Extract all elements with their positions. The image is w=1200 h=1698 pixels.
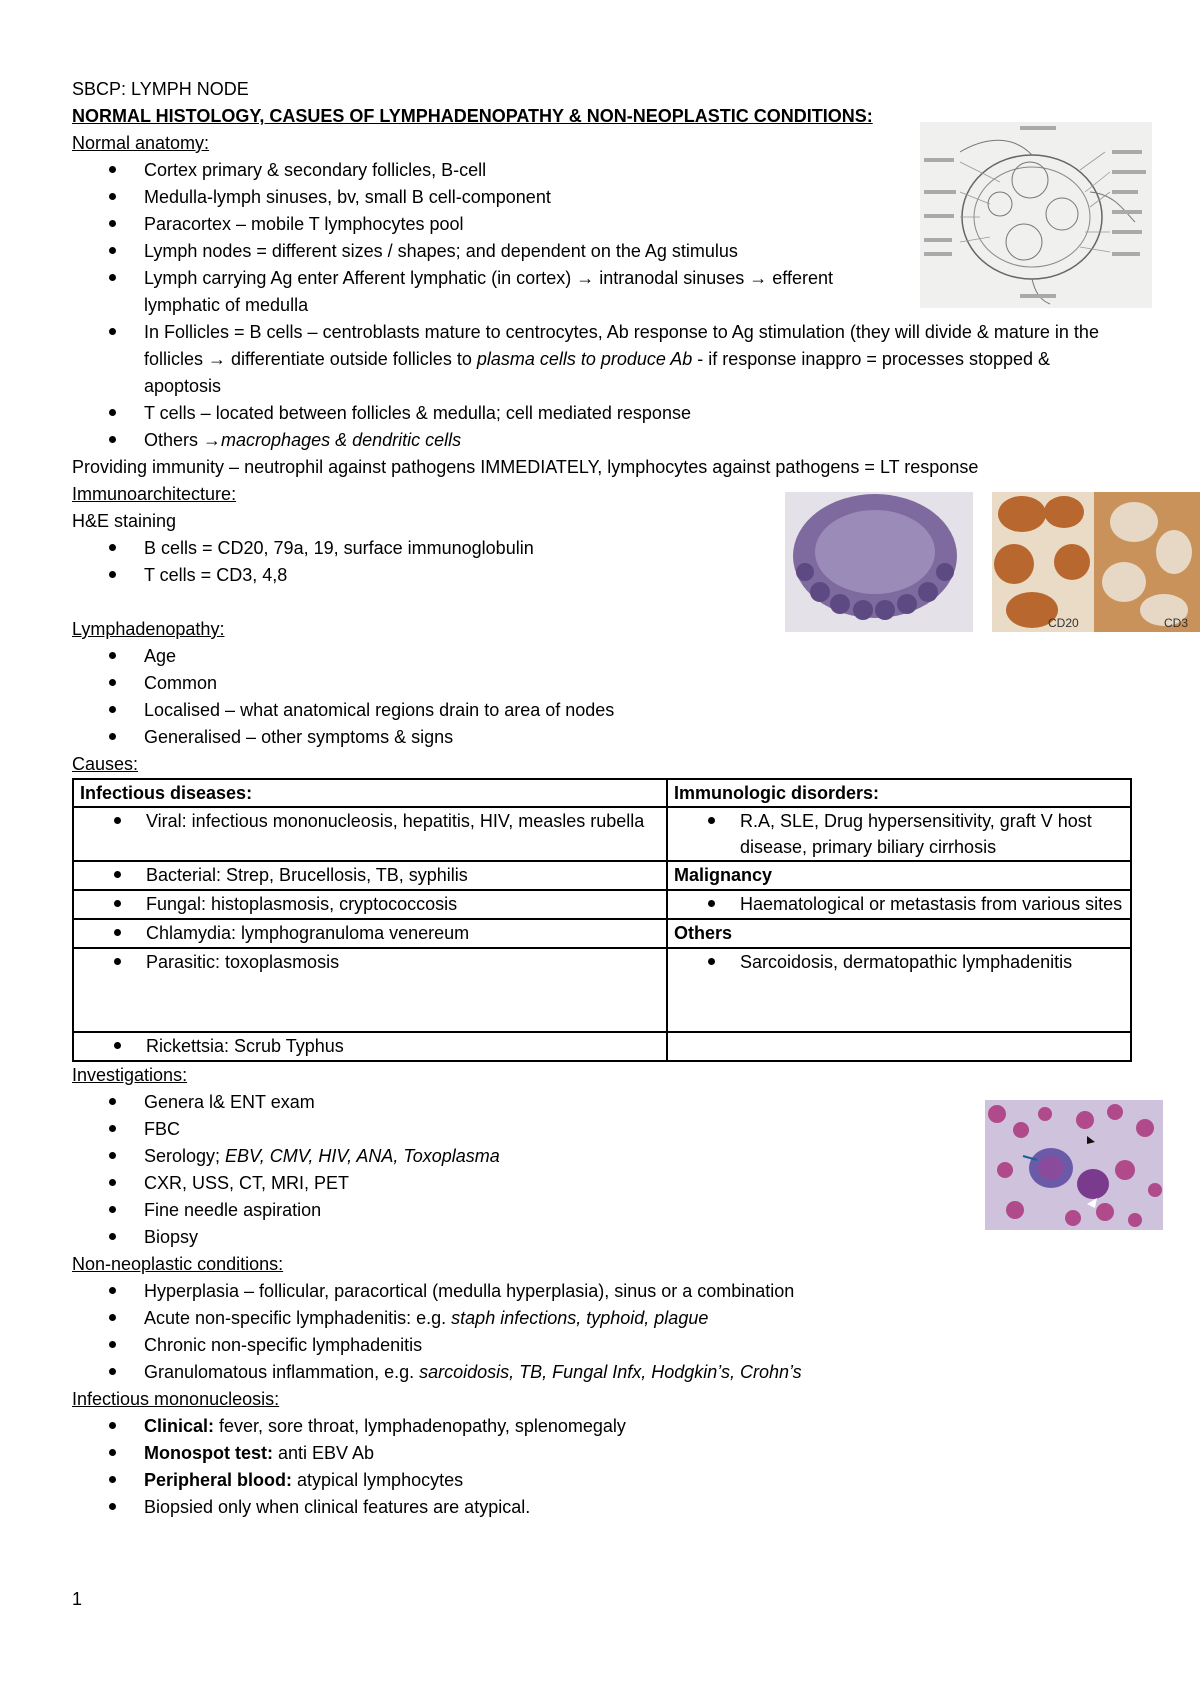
immunoarchitecture-heading: Immunoarchitecture: — [72, 484, 237, 504]
blood-smear-image — [985, 1100, 1163, 1230]
bullet-icon — [109, 220, 116, 227]
list-item: Biopsied only when clinical features are atypical. — [72, 1494, 1132, 1521]
list-item: Medulla-lymph sinuses, bv, small B cell-component — [72, 184, 1132, 211]
page-number: 1 — [72, 1589, 83, 1609]
bullet-icon — [109, 1125, 116, 1132]
table-cell: Chlamydia: lymphogranuloma venereum — [73, 919, 667, 948]
bullet-icon — [109, 166, 116, 173]
table-cell: Sarcoidosis, dermatopathic lymphadenitis — [667, 948, 1131, 1032]
table-cell — [667, 1032, 1131, 1061]
table-cell: Rickettsia: Scrub Typhus — [73, 1032, 667, 1061]
bullet-icon — [109, 1422, 116, 1429]
bullet-icon — [109, 1233, 116, 1240]
list-item: Peripheral blood: atypical lymphocytes — [72, 1467, 1132, 1494]
bullet-icon — [109, 409, 116, 416]
causes-table — [72, 778, 1132, 1062]
list-item: Cortex primary & secondary follicles, B-cell — [72, 157, 1132, 184]
table-cell: Fungal: histoplasmosis, cryptococcosis — [73, 890, 667, 919]
list-item: Genera l& ENT exam — [72, 1089, 1132, 1116]
list-item: Age — [72, 643, 1132, 670]
bullet-icon — [109, 1449, 116, 1456]
bullet-icon — [109, 247, 116, 254]
non-neoplastic-list — [72, 1278, 1132, 1386]
table-row — [73, 861, 1131, 890]
bullet-icon — [114, 929, 121, 936]
bullet-icon — [708, 900, 715, 907]
lymphadenopathy-list — [72, 643, 1132, 751]
list-item: Clinical: fever, sore throat, lymphadenopathy, splenomegaly — [72, 1413, 1132, 1440]
non-neoplastic-heading: Non-neoplastic conditions: — [72, 1254, 284, 1274]
table-cell: Bacterial: Strep, Brucellosis, TB, syphilis — [73, 861, 667, 890]
list-item: CXR, USS, CT, MRI, PET — [72, 1170, 1132, 1197]
table-row — [73, 948, 1131, 1032]
bullet-icon — [109, 652, 116, 659]
bullet-icon — [109, 436, 116, 443]
table-row — [73, 890, 1131, 919]
list-item: Hyperplasia – follicular, paracortical (medulla hyperplasia), sinus or a combination — [72, 1278, 1132, 1305]
list-item: FBC — [72, 1116, 1132, 1143]
immunoarchitecture-list — [72, 535, 1132, 589]
list-item: B cells = CD20, 79a, 19, surface immunoglobulin — [72, 535, 1132, 562]
table-subheader-cell: Others — [667, 919, 1131, 948]
bullet-icon — [109, 1179, 116, 1186]
table-header-row — [73, 779, 1131, 807]
list-item: In Follicles = B cells – centroblasts mature to centrocytes, Ab response to Ag stimulation (they will divide & mature in the follicles → differentiate outside follicles to plasma cells to produce Ab - if response inappro = processes stopped & apoptosis — [72, 319, 1132, 400]
list-item: Generalised – other symptoms & signs — [72, 724, 1132, 751]
bullet-icon — [114, 900, 121, 907]
list-item: Lymph carrying Ag enter Afferent lymphatic (in cortex) → intranodal sinuses → efferent lymphatic of medulla — [72, 265, 834, 319]
list-item: Monospot test: anti EBV Ab — [72, 1440, 1132, 1467]
list-item: T cells – located between follicles & medulla; cell mediated response — [72, 400, 1132, 427]
bullet-icon — [708, 817, 715, 824]
normal-anatomy-heading: Normal anatomy: — [72, 133, 210, 153]
bullet-icon — [109, 1314, 116, 1321]
bullet-icon — [109, 1341, 116, 1348]
list-item: Localised – what anatomical regions drain to area of nodes — [72, 697, 1132, 724]
he-staining-label: H&E staining — [72, 511, 177, 531]
bullet-icon — [109, 544, 116, 551]
bullet-icon — [109, 1503, 116, 1510]
list-item: Chronic non-specific lymphadenitis — [72, 1332, 1132, 1359]
table-row — [73, 807, 1131, 861]
list-item: Others →macrophages & dendritic cells — [72, 427, 1132, 454]
table-header-cell: Infectious diseases: — [73, 779, 667, 807]
table-row — [73, 1032, 1131, 1061]
bullet-icon — [109, 733, 116, 740]
cd3-stain-image — [1094, 492, 1200, 632]
bullet-icon — [109, 679, 116, 686]
list-item: Fine needle aspiration — [72, 1197, 1132, 1224]
lymphadenopathy-heading: Lymphadenopathy: — [72, 619, 225, 639]
bullet-icon — [114, 958, 121, 965]
investigations-list — [72, 1089, 1132, 1251]
bullet-icon — [109, 1152, 116, 1159]
table-subheader-cell: Malignancy — [667, 861, 1131, 890]
bullet-icon — [109, 274, 116, 281]
table-header-cell: Immunologic disorders: — [667, 779, 1131, 807]
bullet-icon — [109, 1476, 116, 1483]
infectious-mono-list — [72, 1413, 1132, 1521]
document-title: SBCP: LYMPH NODE — [72, 79, 249, 99]
bullet-icon — [109, 706, 116, 713]
list-item: Common — [72, 670, 1132, 697]
bullet-icon — [109, 571, 116, 578]
list-item: Biopsy — [72, 1224, 1132, 1251]
list-item: Acute non-specific lymphadenitis: e.g. staph infections, typhoid, plague — [72, 1305, 1132, 1332]
cd3-label: CD3 — [1164, 616, 1189, 630]
section-heading: NORMAL HISTOLOGY, CASUES OF LYMPHADENOPATHY & NON-NEOPLASTIC CONDITIONS: — [72, 106, 873, 126]
lymph-node-diagram-image — [920, 122, 1152, 308]
list-item: Paracortex – mobile T lymphocytes pool — [72, 211, 1132, 238]
bullet-icon — [114, 817, 121, 824]
bullet-icon — [109, 1368, 116, 1375]
table-cell: Haematological or metastasis from various sites — [667, 890, 1131, 919]
bullet-icon — [109, 1206, 116, 1213]
list-item: Lymph nodes = different sizes / shapes; and dependent on the Ag stimulus — [72, 238, 1132, 265]
investigations-heading: Investigations: — [72, 1065, 188, 1085]
cd20-label: CD20 — [1048, 616, 1079, 630]
bullet-icon — [114, 1042, 121, 1049]
cd20-stain-image — [992, 492, 1094, 632]
list-item: Serology; EBV, CMV, HIV, ANA, Toxoplasma — [72, 1143, 1132, 1170]
list-item: T cells = CD3, 4,8 — [72, 562, 1132, 589]
bullet-icon — [109, 193, 116, 200]
table-cell: Viral: infectious mononucleosis, hepatitis, HIV, measles rubella — [73, 807, 667, 861]
table-row — [73, 919, 1131, 948]
bullet-icon — [109, 1287, 116, 1294]
bullet-icon — [109, 328, 116, 335]
table-cell: R.A, SLE, Drug hypersensitivity, graft V host disease, primary biliary cirrhosis — [667, 807, 1131, 861]
infectious-mono-heading: Infectious mononucleosis: — [72, 1389, 280, 1409]
causes-heading: Causes: — [72, 754, 139, 774]
bullet-icon — [109, 1098, 116, 1105]
bullet-icon — [114, 871, 121, 878]
bullet-icon — [708, 958, 715, 965]
table-cell: Parasitic: toxoplasmosis — [73, 948, 667, 1032]
he-stain-image — [785, 492, 973, 632]
list-item: Granulomatous inflammation, e.g. sarcoidosis, TB, Fungal Infx, Hodgkin’s, Crohn’s — [72, 1359, 1132, 1386]
immunity-line: Providing immunity – neutrophil against pathogens IMMEDIATELY, lymphocytes against pathogens = LT response — [72, 457, 979, 477]
